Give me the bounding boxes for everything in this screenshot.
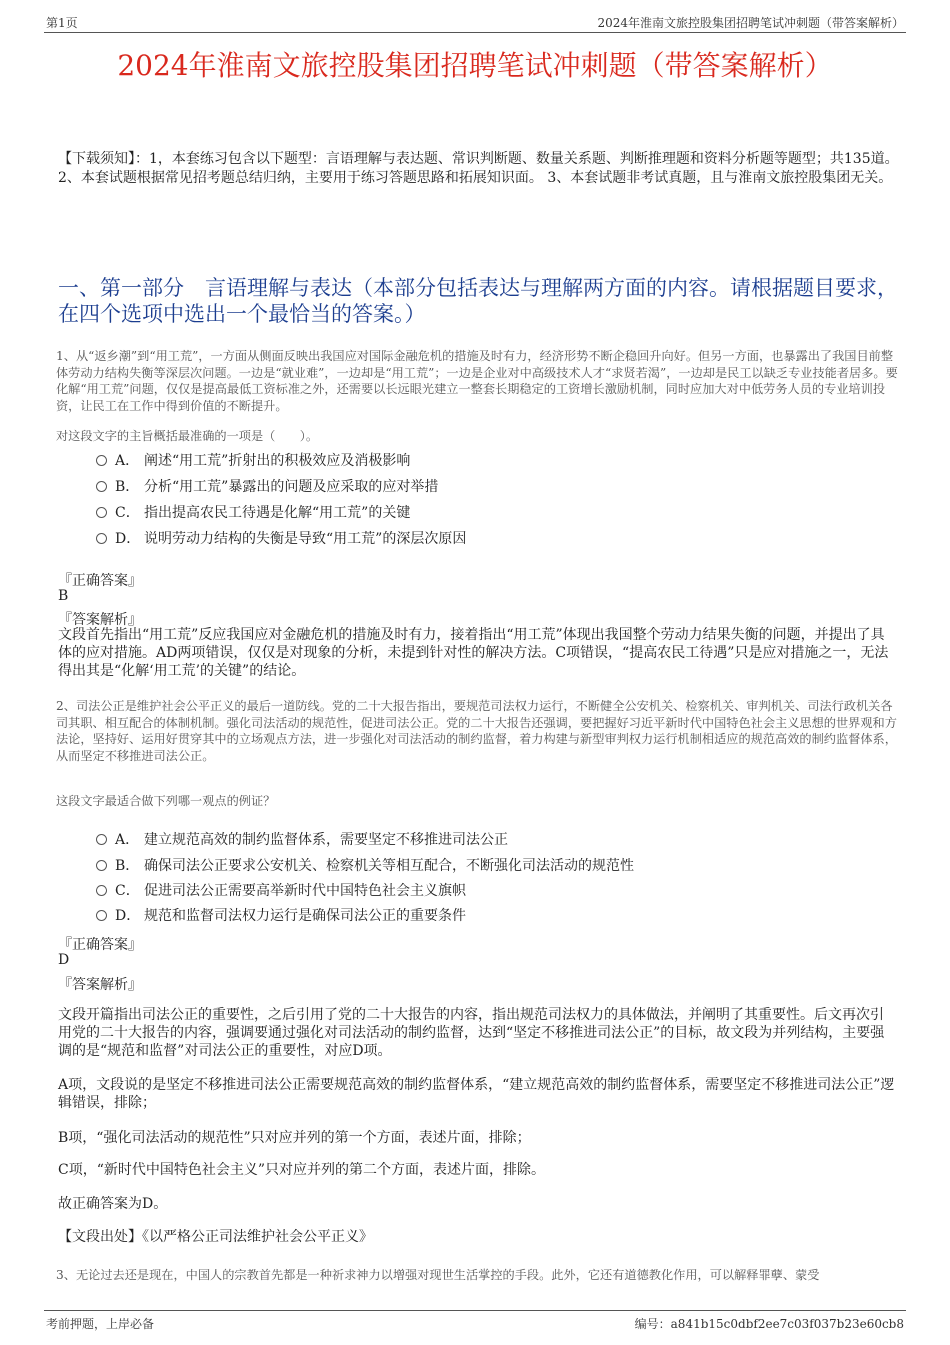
option-text: 指出提高农民工待遇是化解“用工荒”的关键 xyxy=(144,505,411,521)
analysis-paragraph: C项，“新时代中国特色社会主义”只对应并列的第二个方面，表述片面，排除。 xyxy=(58,1162,546,1178)
code-value: a841b15c0dbf2ee7c03f037b23e60cb8 xyxy=(670,1317,904,1331)
option-a[interactable] xyxy=(96,829,896,849)
option-letter: C． xyxy=(115,505,140,521)
analysis-paragraph: A项，文段说的是坚定不移推进司法公正需要规范高效的制约监督体系，“建立规范高效的制约监督体系，需要坚定不移推进司法公正”逻辑错误，排除； xyxy=(58,1077,895,1111)
option-letter: B． xyxy=(115,479,140,495)
option-letter: C． xyxy=(115,883,140,899)
option-c[interactable] xyxy=(96,880,896,900)
option-c[interactable] xyxy=(96,502,896,522)
radio-button[interactable] xyxy=(96,910,107,921)
footer-rule xyxy=(44,1310,906,1311)
question-prompt: 对这段文字的主旨概括最准确的一项是（ ）。 xyxy=(56,429,319,443)
option-text: 确保司法公正要求公安机关、检察机关等相互配合，不断强化司法活动的规范性 xyxy=(144,858,634,874)
question-stem: 2、司法公正是维护社会公平正义的最后一道防线。党的二十大报告指出，要规范司法权力运行，不断健全公安机关、检察机关、审判机关、司法行政机关各司其职、相互配合的体制机制。强化司法活动的规范性，促进司法公正。党的二十大报告还强调，要把握好习近平新时代中国特色社会主义思想的世界观和方法论，坚持好、运用好贯穿其中的立场观点方法，进一步强化对司法活动的制约监督，着力构建与新型审判权力运行机制相适应的规范高效的制约监督体系，从而坚定不移推进司法公正。 xyxy=(56,699,897,763)
radio-button[interactable] xyxy=(96,481,107,492)
option-letter: D． xyxy=(115,908,141,924)
option-b[interactable] xyxy=(96,476,896,496)
running-title: 2024年淮南文旅控股集团招聘笔试冲刺题（带答案解析） xyxy=(597,16,904,30)
option-d[interactable] xyxy=(96,528,896,548)
option-letter: A． xyxy=(115,453,140,469)
option-b[interactable] xyxy=(96,855,896,875)
option-letter: D． xyxy=(115,531,141,547)
section-title: 一、第一部分 言语理解与表达（本部分包括表达与理解两方面的内容。请根据题目要求，在四个选项中选出一个最恰当的答案。） xyxy=(58,276,898,326)
answer-value: B xyxy=(58,588,69,604)
analysis-paragraph: B项，“强化司法活动的规范性”只对应并列的第一个方面，表述片面，排除； xyxy=(58,1130,531,1146)
answer-label: 『正确答案』 xyxy=(58,573,142,589)
option-text: 分析“用工荒”暴露出的问题及应采取的应对举措 xyxy=(144,479,439,495)
radio-button[interactable] xyxy=(96,834,107,845)
page-number: 第1页 xyxy=(46,16,78,30)
question-stem: 1、从“返乡潮”到“用工荒”，一方面从侧面反映出我国应对国际金融危机的措施及时有力，经济形势不断企稳回升向好。但另一方面，也暴露出了我国目前整体劳动力结构失衡等深层次问题。一边是“就业难”，一边却是“用工荒”；一边是企业对中高级技术人才“求贤若渴”，一边却是民工以缺乏专业技能者居多。要化解“用工荒”问题，仅仅是提高最低工资标准之外，还需要以长远眼光建立一整套长期稳定的工资增长激励机制，同时应加大对中低劳务人员的专业培训投资，让民工在工作中得到价值的不断提升。 xyxy=(56,349,898,413)
document-title: 2024年淮南文旅控股集团招聘笔试冲刺题（带答案解析） xyxy=(117,49,833,82)
analysis-label: 『答案解析』 xyxy=(58,612,142,628)
option-d[interactable] xyxy=(96,905,896,925)
analysis-paragraph: 文段开篇指出司法公正的重要性，之后引用了党的二十大报告的内容，指出规范司法权力的具体做法，并阐明了其重要性。后文再次引用党的二十大报告的内容，强调要通过强化对司法活动的制约监督，达到“坚定不移推进司法公正”的目标，故文段为并列结构，主要强调的是“规范和监督”对司法公正的重要性，对应D项。 xyxy=(58,1007,885,1059)
analysis-label: 『答案解析』 xyxy=(58,977,142,993)
answer-label: 『正确答案』 xyxy=(58,937,142,953)
option-letter: B． xyxy=(115,858,140,874)
answer-value: D xyxy=(58,952,70,968)
radio-button[interactable] xyxy=(96,860,107,871)
option-text: 促进司法公正需要高举新时代中国特色社会主义旗帜 xyxy=(144,883,466,899)
option-letter: A． xyxy=(115,832,140,848)
radio-button[interactable] xyxy=(96,533,107,544)
option-text: 阐述“用工荒”折射出的积极效应及消极影响 xyxy=(144,453,411,469)
document-code xyxy=(635,1315,904,1332)
footer-slogan: 考前押题，上岸必备 xyxy=(46,1317,155,1331)
option-text: 规范和监督司法权力运行是确保司法公正的重要条件 xyxy=(144,908,466,924)
option-a[interactable] xyxy=(96,450,896,470)
question-stem: 3、无论过去还是现在，中国人的宗教首先都是一种祈求神力以增强对现世生活掌控的手段。此外，它还有道德教化作用，可以解释罪孽、蒙受 xyxy=(56,1268,820,1282)
option-text: 建立规范高效的制约监督体系，需要坚定不移推进司法公正 xyxy=(144,832,508,848)
code-label: 编号： xyxy=(634,1317,671,1331)
radio-button[interactable] xyxy=(96,885,107,896)
analysis-text: 文段首先指出“用工荒”反应我国应对金融危机的措施及时有力，接着指出“用工荒”体现出我国整个劳动力结果失衡的问题，并提出了具体的应对措施。AD两项错误，仅仅是对现象的分析，未提到针对性的解决方法。C项错误，“提高农民工待遇”只是应对措施之一，无法得出其是“化解‘用工荒’的关键”的结论。 xyxy=(58,627,889,679)
question-prompt: 这段文字最适合做下列哪一观点的例证？ xyxy=(56,794,276,808)
analysis-paragraph: 故正确答案为D。 xyxy=(58,1196,168,1212)
source-citation: 【文段出处】《以严格公正司法维护社会公平正义》 xyxy=(58,1229,373,1245)
option-text: 说明劳动力结构的失衡是导致“用工荒”的深层次原因 xyxy=(144,531,467,547)
header-rule xyxy=(44,32,906,33)
download-notice: 【下载须知】：1，本套练习包含以下题型：言语理解与表达题、常识判断题、数量关系题、判断推理题和资料分析题等题型；共135道。 2、本套试题根据常见招考题总结归纳，主要用于练习答题思路和拓展知识面。 3、本套试题非考试真题，且与淮南文旅控股集团无关。 xyxy=(58,151,899,186)
radio-button[interactable] xyxy=(96,455,107,466)
radio-button[interactable] xyxy=(96,507,107,518)
